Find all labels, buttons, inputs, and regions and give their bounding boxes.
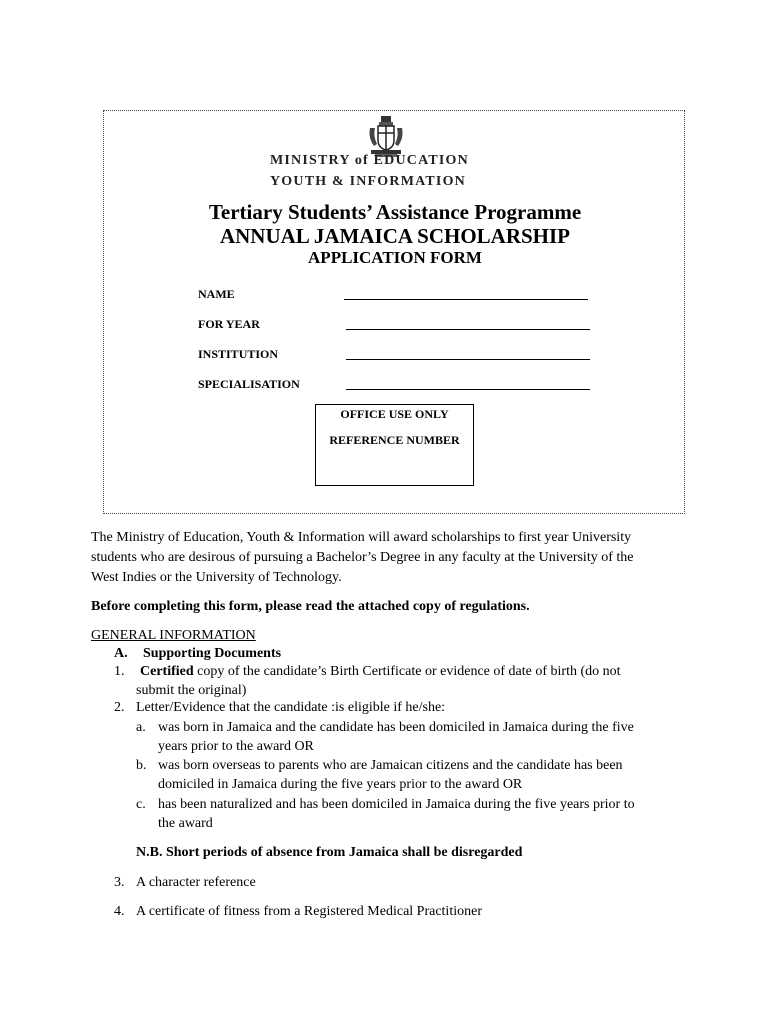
item-b-line-1: was born overseas to parents who are Jamaican citizens and the candidate has been bbox=[158, 758, 623, 773]
reference-number-label: REFERENCE NUMBER bbox=[329, 433, 460, 447]
for-year-field[interactable] bbox=[346, 329, 590, 330]
item-3-marker: 3. bbox=[114, 875, 125, 890]
intro-line-1: The Ministry of Education, Youth & Information will award scholarships to first year University bbox=[91, 530, 632, 545]
general-information-heading: GENERAL INFORMATION bbox=[91, 628, 256, 643]
nb-note: N.B. Short periods of absence from Jamaica shall be disregarded bbox=[136, 845, 523, 860]
intro-line-2: students who are desirous of pursuing a Bachelor’s Degree in any faculty at the University of the bbox=[91, 550, 634, 565]
regulations-notice: Before completing this form, please read the attached copy of regulations. bbox=[91, 599, 530, 614]
item-2: Letter/Evidence that the candidate :is eligible if he/she: bbox=[136, 700, 446, 715]
item-c-line-2: the award bbox=[158, 816, 213, 831]
specialisation-label: SPECIALISATION bbox=[198, 377, 300, 391]
item-1-certified: Certified bbox=[140, 664, 194, 679]
item-a-line-1: was born in Jamaica and the candidate has been domiciled in Jamaica during the five bbox=[158, 720, 634, 735]
name-field[interactable] bbox=[344, 299, 588, 300]
item-1 bbox=[140, 662, 621, 681]
intro-line-3: West Indies or the University of Technology. bbox=[91, 570, 342, 585]
item-4: A certificate of fitness from a Registered Medical Practitioner bbox=[136, 904, 482, 919]
office-use-label: OFFICE USE ONLY bbox=[340, 407, 449, 421]
item-a-line-2: years prior to the award OR bbox=[158, 739, 314, 754]
name-label: NAME bbox=[198, 287, 235, 301]
item-a-marker: a. bbox=[136, 720, 146, 735]
item-c-marker: c. bbox=[136, 797, 146, 812]
programme-title: Tertiary Students’ Assistance Programme bbox=[208, 200, 582, 224]
item-1-text: copy of the candidate’s Birth Certificate or evidence of date of birth (do not bbox=[193, 664, 621, 679]
item-3: A character reference bbox=[136, 875, 256, 890]
coat-of-arms-icon bbox=[367, 114, 405, 158]
section-a-marker: A. bbox=[114, 646, 128, 661]
specialisation-field[interactable] bbox=[346, 389, 590, 390]
item-b-marker: b. bbox=[136, 758, 147, 773]
item-b-line-2: domiciled in Jamaica during the five years prior to the award OR bbox=[158, 777, 523, 792]
item-4-marker: 4. bbox=[114, 904, 125, 919]
institution-field[interactable] bbox=[346, 359, 590, 360]
item-1-marker: 1. bbox=[114, 664, 125, 679]
section-a-heading: Supporting Documents bbox=[143, 646, 282, 661]
institution-label: INSTITUTION bbox=[198, 347, 279, 361]
for-year-label: FOR YEAR bbox=[198, 317, 260, 331]
item-2-marker: 2. bbox=[114, 700, 125, 715]
form-title: APPLICATION FORM bbox=[308, 248, 482, 267]
item-1-line-2: submit the original) bbox=[136, 683, 247, 698]
ministry-name-line2: YOUTH & INFORMATION bbox=[270, 174, 466, 189]
ministry-name-line1: MINISTRY of EDUCATION bbox=[270, 153, 469, 168]
item-c-line-1: has been naturalized and has been domiciled in Jamaica during the five years prior to bbox=[158, 797, 635, 812]
scholarship-title: ANNUAL JAMAICA SCHOLARSHIP bbox=[219, 224, 571, 248]
